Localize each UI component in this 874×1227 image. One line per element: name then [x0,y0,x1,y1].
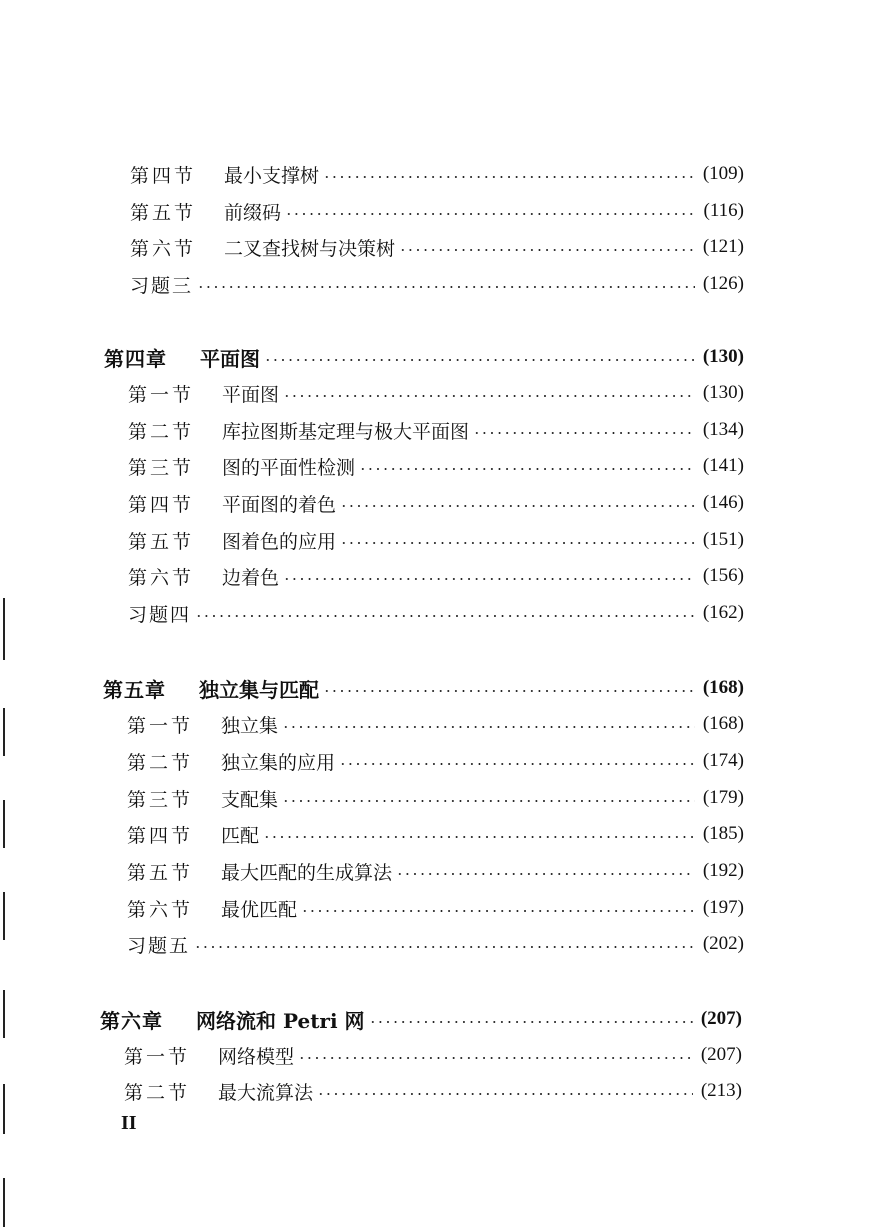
dot-leader [195,615,695,617]
dot-leader [323,176,695,178]
entry-title: 边着色 [222,566,280,589]
entry-number: 第六节 [127,898,194,921]
entry-page-number: (116) [703,200,744,221]
entry-page-number: (156) [702,565,744,586]
entry-page-number: (185) [702,823,744,844]
entry-number: 第五章 [103,677,166,702]
entry-number: 第二节 [127,751,194,774]
entry-page-number: (197) [702,897,744,918]
toc-entry-section[interactable] [128,452,744,480]
dot-leader [283,395,695,397]
entry-title: 网络模型 [218,1045,295,1068]
toc-entry-section[interactable] [128,526,744,554]
dot-leader [340,542,695,544]
entry-title: 最优匹配 [221,898,298,921]
entry-page-number: (174) [702,750,744,771]
entry-title: 平面图 [222,383,280,406]
entry-page-number: (207) [700,1008,742,1029]
entry-page-number: (130) [702,346,744,367]
entry-title: 前缀码 [224,201,282,224]
entry-page-number: (162) [702,602,744,623]
entry-title: 最大流算法 [218,1081,314,1104]
toc-entry-section[interactable] [128,489,744,517]
toc-entry-chapter[interactable] [100,1005,742,1033]
entry-number: 第三节 [128,456,195,479]
dot-leader [323,690,695,692]
entry-page-number: (213) [700,1080,742,1101]
dot-leader [399,249,695,251]
entry-title: 网络流和 Petri 网 [196,1008,365,1033]
scan-margin-mark [3,708,5,756]
entry-title: 独立集与匹配 [199,677,319,702]
entry-page-number: (179) [702,787,744,808]
entry-number: 第五节 [128,530,195,553]
entry-page-number: (126) [702,273,744,294]
entry-page-number: (146) [702,492,744,513]
dot-leader [285,213,696,215]
dot-leader [317,1093,693,1095]
entry-title: 二叉查找树与决策树 [224,237,396,260]
toc-entry-exercises[interactable] [127,930,744,958]
dot-leader [283,578,695,580]
entry-title: 图的平面性检测 [222,456,356,479]
toc-entry-exercises[interactable] [128,599,744,627]
dot-leader [301,910,695,912]
toc-entry-section[interactable] [127,747,744,775]
entry-number: 第一节 [128,383,195,406]
entry-number: 习题五 [127,934,191,957]
dot-leader [339,763,695,765]
entry-number: 第二节 [128,420,195,443]
entry-number: 第六章 [100,1008,163,1033]
entry-title: 最大匹配的生成算法 [221,861,393,884]
entry-title: 图着色的应用 [222,530,337,553]
toc-entry-section[interactable] [124,1041,742,1069]
entry-page-number: (192) [702,860,744,881]
toc-entry-section[interactable] [127,784,744,812]
entry-number: 习题三 [130,274,194,297]
entry-number: 第一节 [127,714,194,737]
toc-entry-section[interactable] [130,160,744,188]
entry-number: 第二节 [124,1081,191,1104]
entry-title: 平面图的着色 [222,493,337,516]
scan-margin-mark [3,800,5,848]
toc-entry-section[interactable] [127,894,744,922]
entry-title: 匹配 [221,824,260,847]
entry-page-number: (109) [702,163,744,184]
toc-entry-chapter[interactable] [104,343,744,371]
dot-leader [264,359,695,361]
toc-entry-section[interactable] [128,416,744,444]
entry-number: 第三节 [127,788,194,811]
toc-entry-section[interactable] [124,1077,742,1105]
toc-entry-chapter[interactable] [103,674,744,702]
toc-entry-section[interactable] [130,197,744,225]
dot-leader [197,286,695,288]
scan-margin-mark [3,1178,5,1227]
page-folio: II [121,1112,137,1134]
toc-entry-section[interactable] [127,857,744,885]
entry-number: 第四节 [127,824,194,847]
entry-page-number: (207) [700,1044,742,1065]
toc-entry-section[interactable] [128,379,744,407]
dot-leader [369,1021,693,1023]
entry-page-number: (151) [702,529,744,550]
dot-leader [282,800,695,802]
toc-entry-exercises[interactable] [130,270,744,298]
scan-margin-mark [3,990,5,1038]
entry-title: 支配集 [221,788,279,811]
entry-title: 独立集 [221,714,279,737]
dot-leader [340,505,695,507]
entry-number: 第四章 [104,346,167,371]
entry-number: 第五节 [127,861,194,884]
entry-number: 第四节 [128,493,195,516]
entry-page-number: (168) [702,713,744,734]
entry-page-number: (202) [702,933,744,954]
entry-title: 平面图 [200,346,260,371]
scan-margin-mark [3,1084,5,1134]
entry-number: 第六节 [128,566,195,589]
entry-number: 第六节 [130,237,197,260]
toc-entry-section[interactable] [128,562,744,590]
entry-page-number: (130) [702,382,744,403]
entry-title: 库拉图斯基定理与极大平面图 [222,420,470,443]
entry-page-number: (121) [702,236,744,257]
entry-page-number: (141) [702,455,744,476]
toc-entry-section[interactable] [127,710,744,738]
dot-leader [298,1057,693,1059]
dot-leader [263,836,695,838]
entry-title: 独立集的应用 [221,751,336,774]
entry-page-number: (168) [702,677,744,698]
scan-margin-mark [3,892,5,940]
scan-margin-mark [3,598,5,660]
entry-number: 习题四 [128,603,192,626]
dot-leader [396,873,695,875]
entry-number: 第一节 [124,1045,191,1068]
entry-page-number: (134) [702,419,744,440]
dot-leader [473,432,695,434]
dot-leader [194,946,695,948]
dot-leader [359,468,695,470]
toc-entry-section[interactable] [127,820,744,848]
entry-title: 最小支撑树 [224,164,320,187]
dot-leader [282,726,695,728]
entry-number: 第五节 [130,201,197,224]
toc-entry-section[interactable] [130,233,744,261]
entry-number: 第四节 [130,164,197,187]
